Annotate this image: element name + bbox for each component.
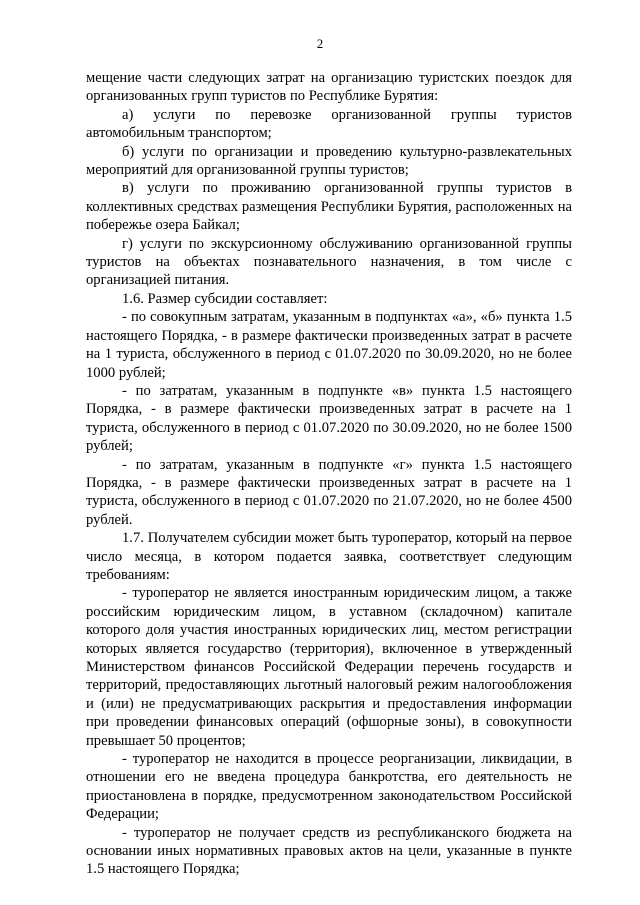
document-body (86, 69, 572, 879)
paragraph-continuation: мещение части следующих затрат на организацию туристских поездок для организованных групп туристов по Республике Бурятия: (86, 70, 572, 105)
paragraph-requirement-reorganization: - туроператор не находится в процессе реорганизации, ликвидации, в отношении его не введена процедура банкротства, его деятельность не приостановлена в порядке, предусмотренном законодательством Российской Федерации; (86, 751, 572, 823)
paragraph-subsidy-g: - по затратам, указанным в подпункте «г» пункта 1.5 настоящего Порядка, - в размере фактически произведенных затрат в расчете на 1 туриста, обслуженного в период с 01.07.2020 по 21.07.2020, но не более 4500 рублей. (86, 456, 572, 528)
paragraph-subsidy-ab: - по совокупным затратам, указанным в подпунктах «а», «б» пункта 1.5 настоящего Порядка, - в размере фактически произведенных затрат в расчете на 1 туриста, обслуженного в период с 01.07.2020 по 30.09.2020, но не более 1000 рублей; (86, 309, 572, 381)
paragraph-item-b: б) услуги по организации и проведению культурно-развлекательных мероприятий для организованной группы туристов; (86, 143, 572, 179)
paragraph-subsidy-v: - по затратам, указанным в подпункте «в» пункта 1.5 настоящего Порядка, - в размере фактически произведенных затрат в расчете на 1 туриста, обслуженного в период с 01.07.2020 по 30.09.2020, но не более 1500 рублей; (86, 382, 572, 455)
paragraph-requirement-foreign: - туроператор не является иностранным юридическим лицом, а также российским юридическим лицом, в уставном (складочном) капитале которого доля участия иностранных юридических лиц, местом регистрации которых является государство (территория), включенное в утвержденный Министерством финансов Российской Федерации перечень государств и территорий, предоставляющих льготный налоговый режим налогообложения и (или) не предусматривающих раскрытия и предоставления информации при проведении финансовых операций (офшорные зоны), в совокупности превышает 50 процентов; (86, 585, 572, 749)
paragraph-item-a: а) услуги по перевозке организованной группы туристов автомобильным транспортом; (86, 106, 572, 142)
paragraph-item-g: г) услуги по экскурсионному обслуживанию организованной группы туристов на объектах познавательного назначения, в том числе с организацией питания. (86, 235, 572, 289)
paragraph-requirement-budget: - туроператор не получает средств из республиканского бюджета на основании иных нормативных правовых актов на цели, указанные в пункте 1.5 настоящего Порядка; (86, 824, 572, 878)
paragraph-section-1-7: 1.7. Получателем субсидии может быть туроператор, который на первое число месяца, в котором подается заявка, соответствует следующим требованиям: (86, 530, 572, 583)
paragraph-item-v: в) услуги по проживанию организованной группы туристов в коллективных средствах размещения Республики Бурятия, расположенных на побережье озера Байкал; (86, 180, 572, 234)
page-number: 2 (316, 36, 324, 51)
paragraph-section-1-6: 1.6. Размер субсидии составляет: (122, 290, 328, 307)
